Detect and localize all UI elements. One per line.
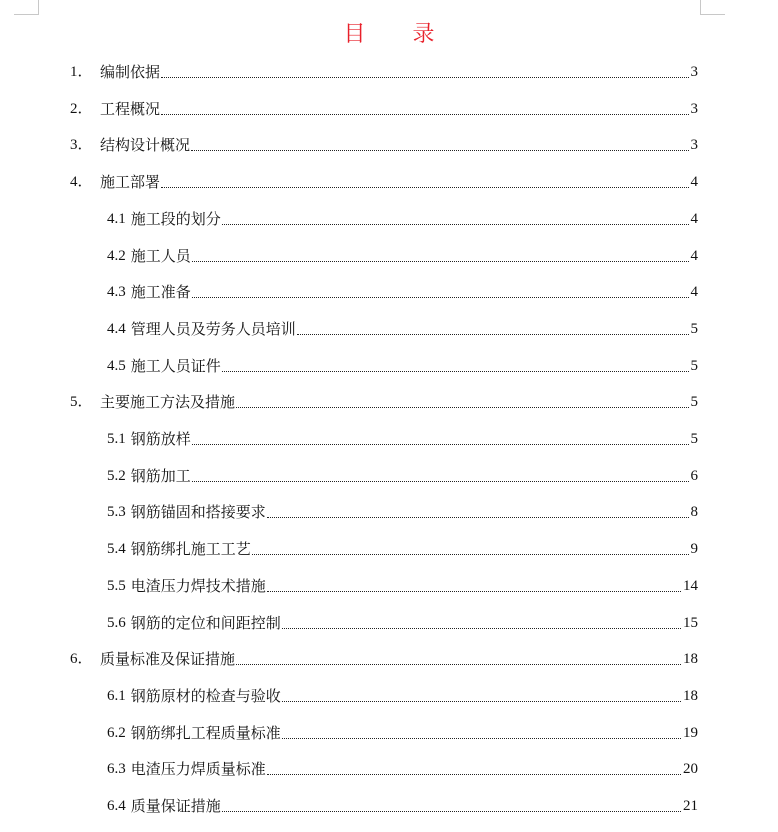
toc-dot-leader [282, 737, 681, 739]
toc-entry[interactable] [70, 93, 698, 119]
toc-entry[interactable] [107, 313, 698, 339]
toc-entry-page-number: 20 [683, 761, 698, 778]
toc-entry-title: 编制依据 [100, 63, 161, 81]
toc-entry-title: 施工准备 [130, 283, 191, 302]
toc-entry-title: 主要施工方法及措施 [100, 393, 236, 412]
toc-entry-title: 质量保证措施 [130, 797, 221, 815]
toc-entry-number: 2． [70, 100, 93, 117]
toc-entry-page-number: 6 [690, 467, 698, 484]
toc-entry-page-number: 18 [683, 687, 698, 704]
toc-dot-leader [222, 370, 689, 372]
toc-entry-number: 4.3 [107, 284, 126, 301]
toc-entry-page-number: 14 [683, 577, 698, 594]
toc-entry-title: 钢筋锚固和搭接要求 [130, 503, 266, 522]
toc-entry-title: 结构设计概况 [100, 136, 191, 155]
toc-entry[interactable] [107, 753, 698, 779]
toc-entry-number: 6.3 [107, 761, 126, 778]
toc-entry[interactable] [107, 717, 698, 743]
toc-entry-number: 6.2 [107, 724, 126, 741]
toc-dot-leader [267, 516, 689, 518]
toc-entry-number: 5.2 [107, 467, 126, 484]
toc-entry-number: 5.1 [107, 431, 126, 447]
toc-dot-leader [222, 223, 689, 225]
toc-entry-page-number: 3 [690, 64, 698, 80]
toc-dot-leader [192, 296, 689, 298]
toc-entry-page-number: 4 [690, 174, 698, 191]
toc-entry-title: 工程概况 [100, 99, 161, 118]
toc-entry-page-number: 15 [683, 614, 698, 631]
toc-entry[interactable] [70, 56, 698, 82]
toc-entry-page-number: 3 [690, 100, 698, 117]
toc-title: 目 录 [343, 22, 455, 47]
toc-entry[interactable] [107, 680, 698, 706]
toc-dot-leader [161, 76, 688, 78]
toc-dot-leader [191, 149, 688, 151]
toc-dot-leader [192, 443, 689, 445]
toc-dot-leader [267, 590, 681, 592]
toc-entry-number: 5.6 [107, 614, 126, 631]
toc-entry-title: 施工部署 [100, 173, 161, 192]
toc-entry[interactable] [107, 790, 698, 816]
toc-entry[interactable] [107, 460, 698, 486]
toc-entry-number: 1． [70, 64, 93, 80]
toc-dot-leader [192, 480, 689, 482]
toc-entry-number: 6.1 [107, 687, 126, 704]
toc-entry-title: 电渣压力焊质量标准 [130, 760, 266, 779]
toc-entry-number: 5． [70, 394, 93, 411]
toc-entry-number: 4.5 [107, 357, 126, 374]
toc-entry-number: 6． [70, 651, 93, 668]
toc-dot-leader [192, 260, 689, 262]
toc-entry-number: 5.5 [107, 577, 126, 594]
toc-entry-page-number: 5 [690, 431, 698, 447]
toc-dot-leader [267, 773, 681, 775]
toc-entry[interactable] [107, 496, 698, 522]
toc-entry[interactable] [107, 350, 698, 376]
toc-dot-leader [161, 186, 688, 188]
toc-entry-number: 5.4 [107, 541, 126, 558]
toc-dot-leader [161, 113, 688, 115]
toc-entry-title: 施工人员证件 [130, 356, 221, 375]
page-corner-mark-right [700, 0, 725, 15]
toc-entry-page-number: 18 [683, 651, 698, 668]
toc-entry-page-number: 8 [690, 504, 698, 521]
toc-dot-leader [236, 663, 681, 665]
toc-entry-number: 6.4 [107, 798, 126, 814]
toc-entry-title: 钢筋绑扎施工工艺 [130, 540, 251, 559]
toc-entry-title: 钢筋的定位和间距控制 [130, 613, 281, 632]
toc-entry[interactable] [70, 129, 698, 155]
toc-entry-page-number: 4 [690, 247, 698, 264]
toc-entry-page-number: 4 [690, 284, 698, 301]
toc-entry-page-number: 5 [690, 320, 698, 337]
toc-entry-title: 质量标准及保证措施 [100, 650, 236, 669]
page-corner-mark-left [14, 0, 39, 15]
toc-entry-number: 3． [70, 137, 93, 154]
toc-entry-number: 4.2 [107, 247, 126, 264]
toc-entry-number: 4.1 [107, 210, 126, 227]
toc-entry-number: 4． [70, 174, 93, 191]
toc-dot-leader [236, 406, 688, 408]
toc-entry[interactable] [70, 386, 698, 412]
toc-entry-title: 施工段的划分 [130, 209, 221, 228]
toc-dot-leader [282, 627, 681, 629]
toc-entry-title: 钢筋加工 [130, 466, 191, 485]
toc-dot-leader [222, 810, 681, 812]
toc-entry-number: 4.4 [107, 320, 126, 337]
toc-entry-page-number: 4 [690, 210, 698, 227]
toc-entry[interactable] [107, 607, 698, 633]
toc-entry[interactable] [70, 166, 698, 192]
toc-entry-page-number: 21 [683, 798, 698, 814]
toc-entry-title: 管理人员及劳务人员培训 [130, 319, 296, 338]
toc-entry-page-number: 5 [690, 394, 698, 411]
toc-entry-title: 钢筋放样 [130, 430, 191, 448]
toc-entry-page-number: 19 [683, 724, 698, 741]
toc-entry-page-number: 9 [690, 541, 698, 558]
toc-entry[interactable] [107, 423, 698, 449]
toc-entry-title: 电渣压力焊技术措施 [130, 576, 266, 595]
toc-entry-page-number: 3 [690, 137, 698, 154]
toc-dot-leader [282, 700, 681, 702]
toc-entry[interactable] [107, 276, 698, 302]
toc-entry-title: 钢筋绑扎工程质量标准 [130, 723, 281, 742]
toc-dot-leader [252, 553, 689, 555]
toc-entry[interactable] [107, 533, 698, 559]
toc-entry-number: 5.3 [107, 504, 126, 521]
toc-entry[interactable] [107, 240, 698, 266]
toc-entry-page-number: 5 [690, 357, 698, 374]
toc-entry-title: 施工人员 [130, 246, 191, 265]
toc-entry[interactable] [107, 570, 698, 596]
toc-entry[interactable] [107, 203, 698, 229]
toc-entry-title: 钢筋原材的检查与验收 [130, 686, 281, 705]
toc-dot-leader [297, 333, 689, 335]
toc-entry[interactable] [70, 643, 698, 669]
